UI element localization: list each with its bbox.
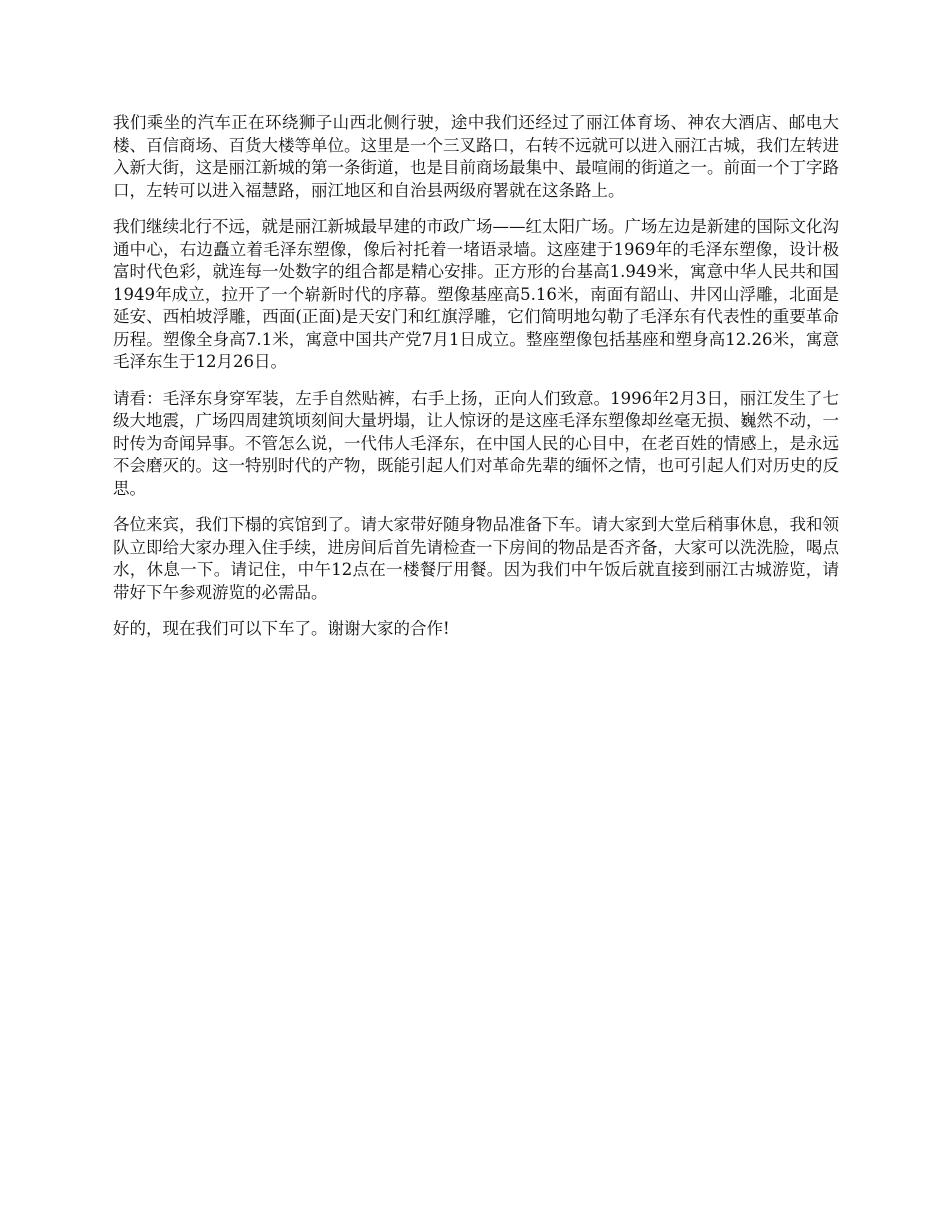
paragraph-4: 各位来宾，我们下榻的宾馆到了。请大家带好随身物品准备下车。请大家到大堂后稍事休息，我和领队立即给大家办理入住手续，进房间后首先请检查一下房间的物品是否齐备，大家可以洗洗脸，喝点水，休息一下。请记住，中午12点在一楼餐厅用餐。因为我们中午饭后就直接到丽江古城游览，请带好下午参观游览的必需品。 [113, 515, 839, 602]
document-body [113, 112, 839, 655]
paragraph-1: 我们乘坐的汽车正在环绕狮子山西北侧行驶，途中我们还经过了丽江体育场、神农大酒店、邮电大楼、百信商场、百货大楼等单位。这里是一个三叉路口，右转不远就可以进入丽江古城，我们左转进入新大街，这是丽江新城的第一条街道，也是目前商场最集中、最喧闹的街道之一。前面一个丁字路口，左转可以进入福慧路，丽江地区和自治县两级府署就在这条路上。 [113, 113, 839, 200]
paragraph-2: 我们继续北行不远，就是丽江新城最早建的市政广场——红太阳广场。广场左边是新建的国际文化沟通中心，右边矗立着毛泽东塑像，像后衬托着一堵语录墙。这座建于1969年的毛泽东塑像，设计极富时代色彩，就连每一处数字的组合都是精心安排。正方形的台基高1.949米，寓意中华人民共和国1949年成立，拉开了一个崭新时代的序幕。塑像基座高5.16米，南面有韶山、井冈山浮雕，北面是延安、西柏坡浮雕，西面(正面)是天安门和红旗浮雕，它们简明地勾勒了毛泽东有代表性的重要革命历程。塑像全身高7.1米，寓意中国共产党7月1日成立。整座塑像包括基座和塑身高12.26米，寓意毛泽东生于12月26日。 [113, 217, 839, 371]
paragraph-5: 好的，现在我们可以下车了。谢谢大家的合作! [113, 619, 450, 638]
paragraph-3: 请看：毛泽东身穿军装，左手自然贴裤，右手上扬，正向人们致意。1996年2月3日，丽江发生了七级大地震，广场四周建筑顷刻间大量坍塌，让人惊讶的是这座毛泽东塑像却丝毫无损、巍然不动，一时传为奇闻异事。不管怎么说，一代伟人毛泽东，在中国人民的心目中，在老百姓的情感上，是永远不会磨灭的。这一特别时代的产物，既能引起人们对革命先辈的缅怀之情，也可引起人们对历史的反思。 [113, 388, 839, 498]
